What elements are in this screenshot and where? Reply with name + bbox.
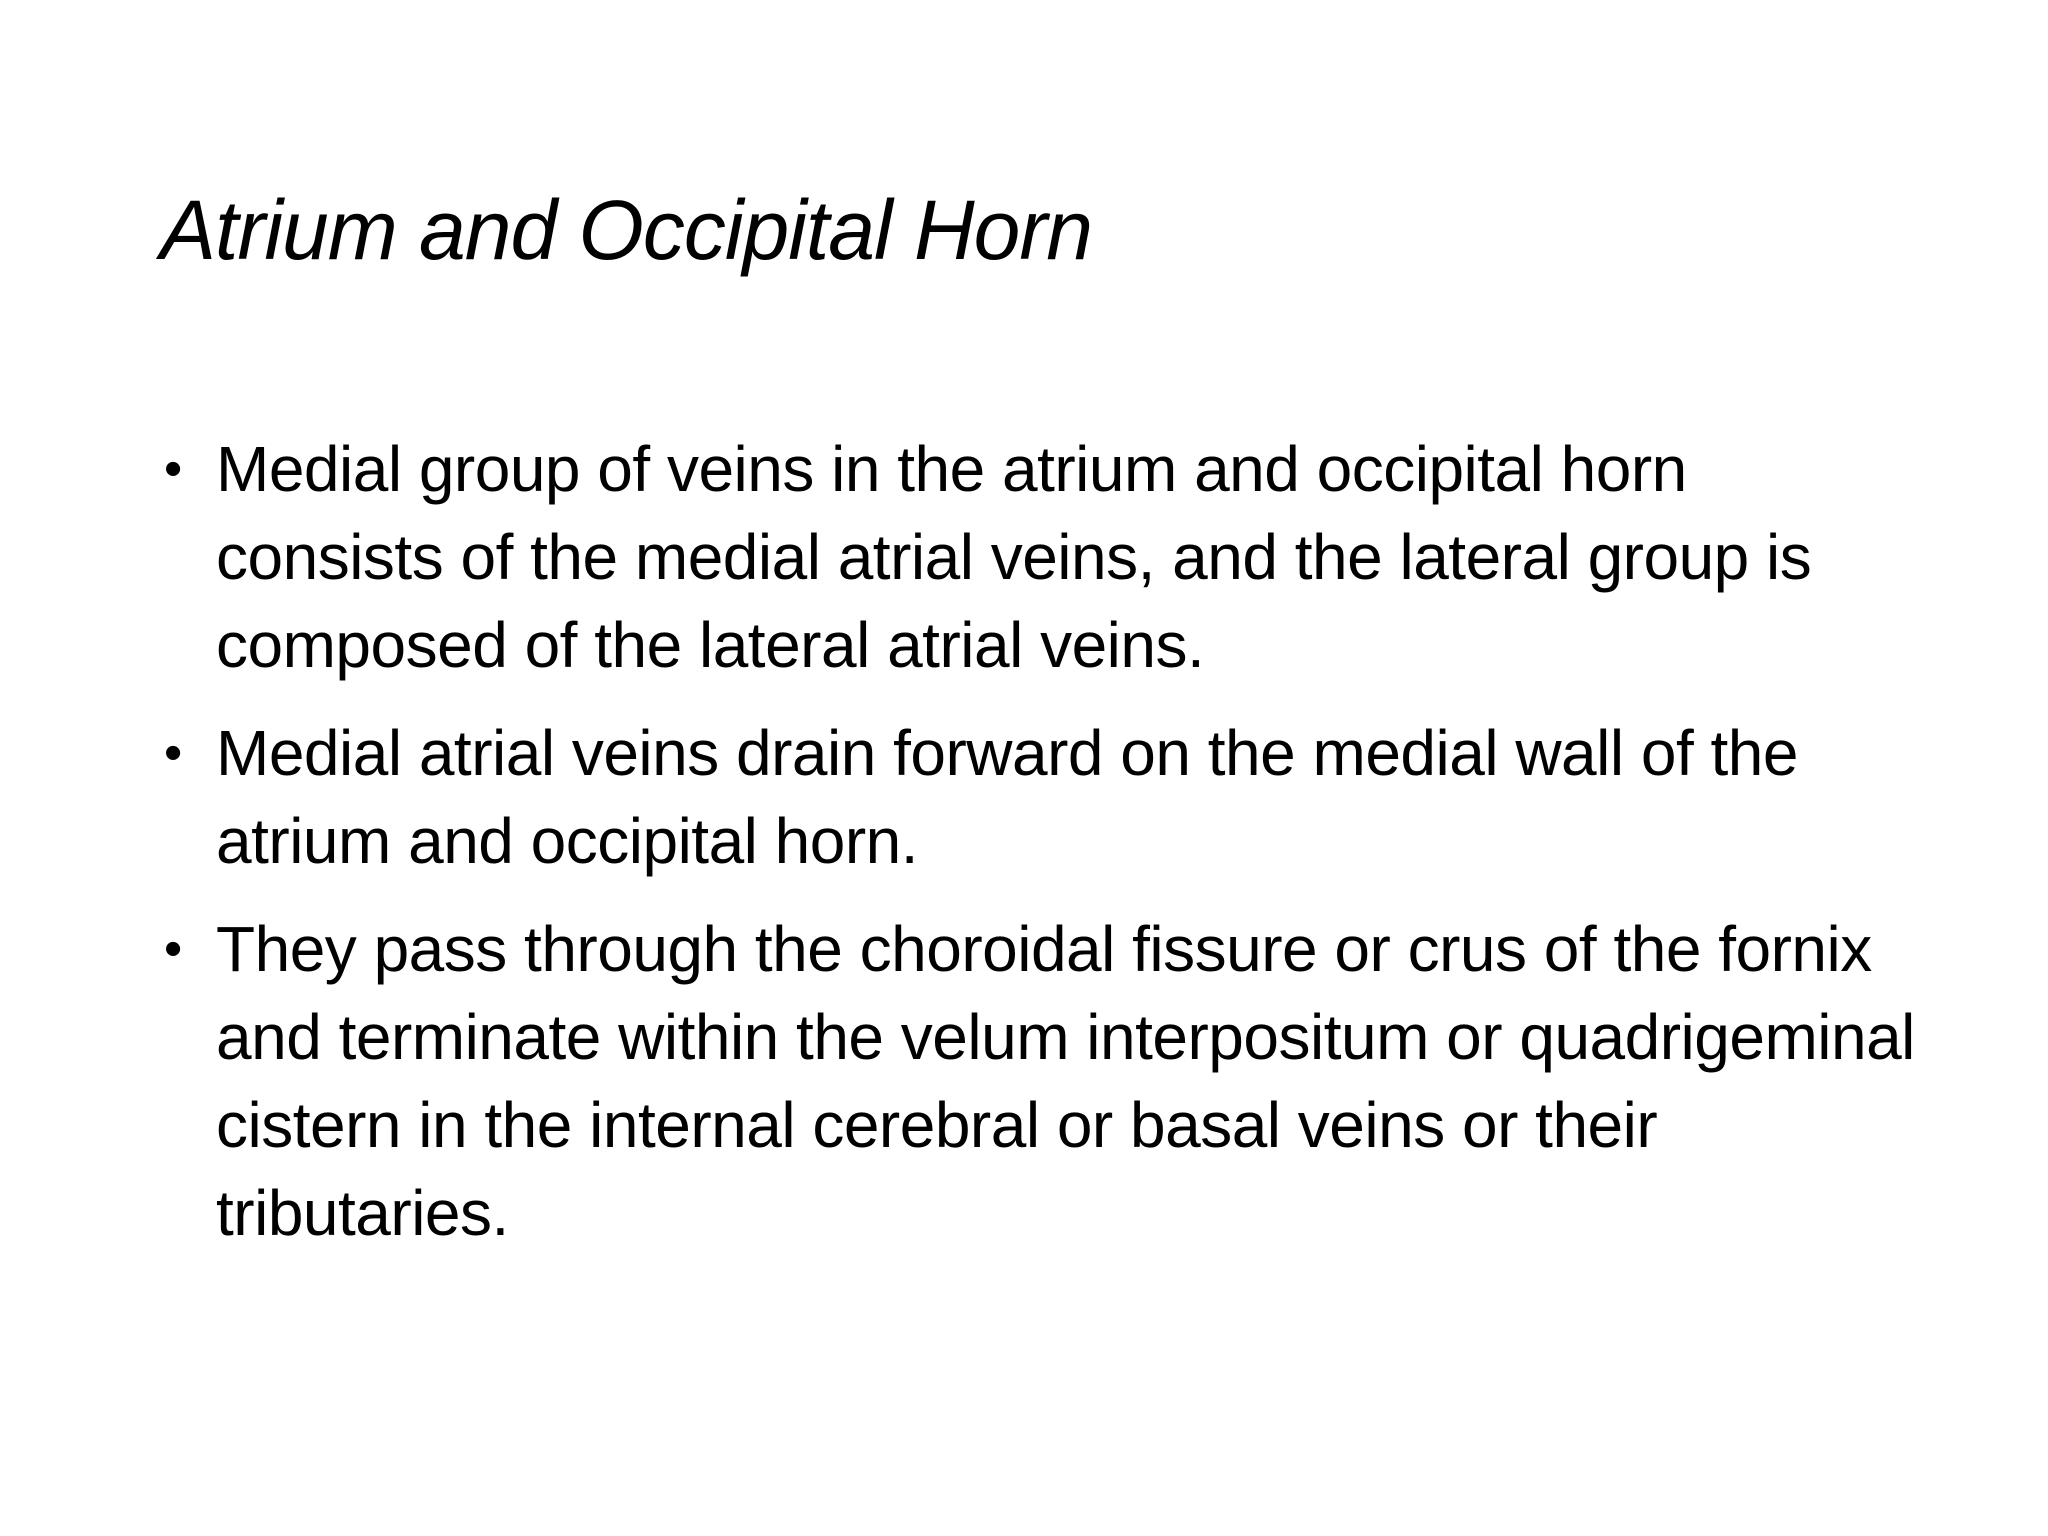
slide-title: Atrium and Occipital Horn xyxy=(160,183,1093,277)
bullet-text: They pass through the choroidal fissure or crus of the fornix and terminate within the velum interpositum or quadrigeminal cistern in the internal cerebral or basal veins or their tributaries. xyxy=(216,913,1915,1249)
bullet-text: Medial atrial veins drain forward on the medial wall of the atrium and occipital horn. xyxy=(216,717,1798,877)
bullet-item xyxy=(160,425,1920,689)
bullet-text: Medial group of veins in the atrium and occipital horn consists of the medial atrial veins, and the lateral group is composed of the lateral atrial veins. xyxy=(216,433,1812,681)
bullet-item xyxy=(160,709,1920,885)
bullet-item xyxy=(160,905,1920,1257)
bullet-list xyxy=(160,425,1920,1277)
bullet-dot-icon: • xyxy=(164,440,182,498)
bullet-dot-icon: • xyxy=(164,920,182,978)
bullet-dot-icon: • xyxy=(164,724,182,782)
